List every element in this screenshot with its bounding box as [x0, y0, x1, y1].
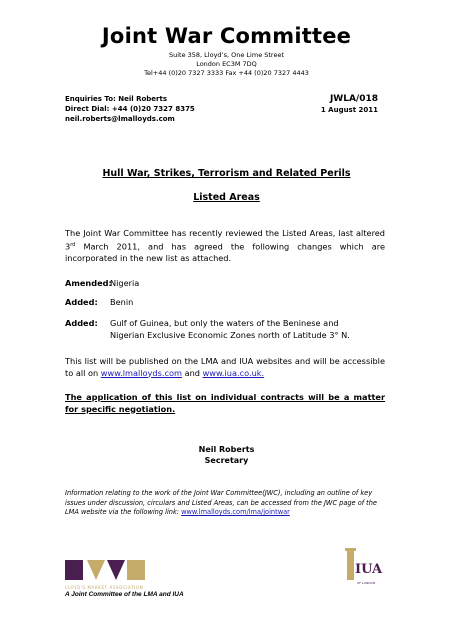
lma-logo: [65, 560, 145, 590]
reference-code: JWLA/018: [329, 94, 378, 104]
change-label-3: Added:: [65, 318, 98, 328]
iua-logo-text: IUA: [355, 562, 383, 577]
enquiries-name: Enquiries To: Neil Roberts: [65, 95, 168, 103]
change-text-3: Gulf of Guinea, but only the waters of the Beninese and Nigerian Exclusive Economic Zones north of Latitude 3° N.: [110, 318, 350, 340]
change-text-1: Nigeria: [110, 278, 140, 288]
iua-logo-sub: OF LONDON: [357, 581, 376, 585]
jointwar-link[interactable]: www.lmalloyds.com/lma/jointwar: [181, 508, 290, 516]
change-label-2: Added:: [65, 297, 98, 307]
lma-logo-mark: [65, 560, 145, 580]
signature-name: Neil Roberts: [198, 445, 255, 454]
enquiries-email: neil.roberts@lmalloyds.com: [65, 115, 175, 123]
subject-subheading: Listed Areas: [193, 192, 260, 203]
change-label-1: Amended:: [65, 278, 112, 288]
address-line-3: Tel+44 (0)20 7327 3333 Fax +44 (0)20 7327 4443: [144, 69, 309, 77]
lma-logo-text: LLOYD'S MARKET ASSOCIATION: [65, 585, 144, 590]
address-line-1: Suite 358, Lloyd’s, One Lime Street: [168, 51, 285, 59]
iua-website-link[interactable]: www.iua.co.uk.: [202, 367, 265, 378]
info-paragraph: [65, 489, 385, 518]
signature-role: Secretary: [204, 456, 249, 465]
iua-logo: [345, 548, 385, 588]
lma-website-link[interactable]: www.lmalloyds.com: [100, 367, 182, 378]
reference-block: [238, 94, 378, 115]
intro-paragraph: [65, 228, 385, 264]
publish-text: This list will be published on the LMA and IUA websites and will be accessible to all on: [65, 356, 385, 378]
reference-date: 1 August 2011: [320, 106, 378, 114]
intro-superscript: rd: [70, 241, 76, 248]
info-text: Information relating to the work of the Joint War Committee(JWC), including an outline of key issues under discussion, circulars and Listed Areas, can be accessed from the JWC page of the LMA website via the following link:: [65, 489, 377, 516]
publish-and: and: [181, 367, 203, 378]
change-text-2: Benin: [110, 297, 134, 307]
enquiries-phone: Direct Dial: +44 (0)20 7327 8375: [65, 105, 195, 113]
signature-block: [0, 444, 453, 466]
intro-text-1: The Joint War Committee has recently reviewed the Listed Areas, last altered 3: [65, 228, 385, 252]
application-note: The application of this list on individual contracts will be a matter for specific negotiation.: [65, 392, 385, 414]
enquiries-block: [65, 94, 195, 124]
publish-paragraph: [65, 356, 385, 379]
committee-title: Joint War Committee: [101, 24, 352, 48]
subject-heading: Hull War, Strikes, Terrorism and Related Perils: [102, 168, 351, 179]
footer-caption: A Joint Committee of the LMA and IUA: [65, 591, 184, 598]
address-line-2: London EC3M 7DQ: [196, 60, 257, 68]
intro-text-2: March 2011, and has agreed the following changes which are incorporated in the new list as attached.: [65, 241, 385, 263]
